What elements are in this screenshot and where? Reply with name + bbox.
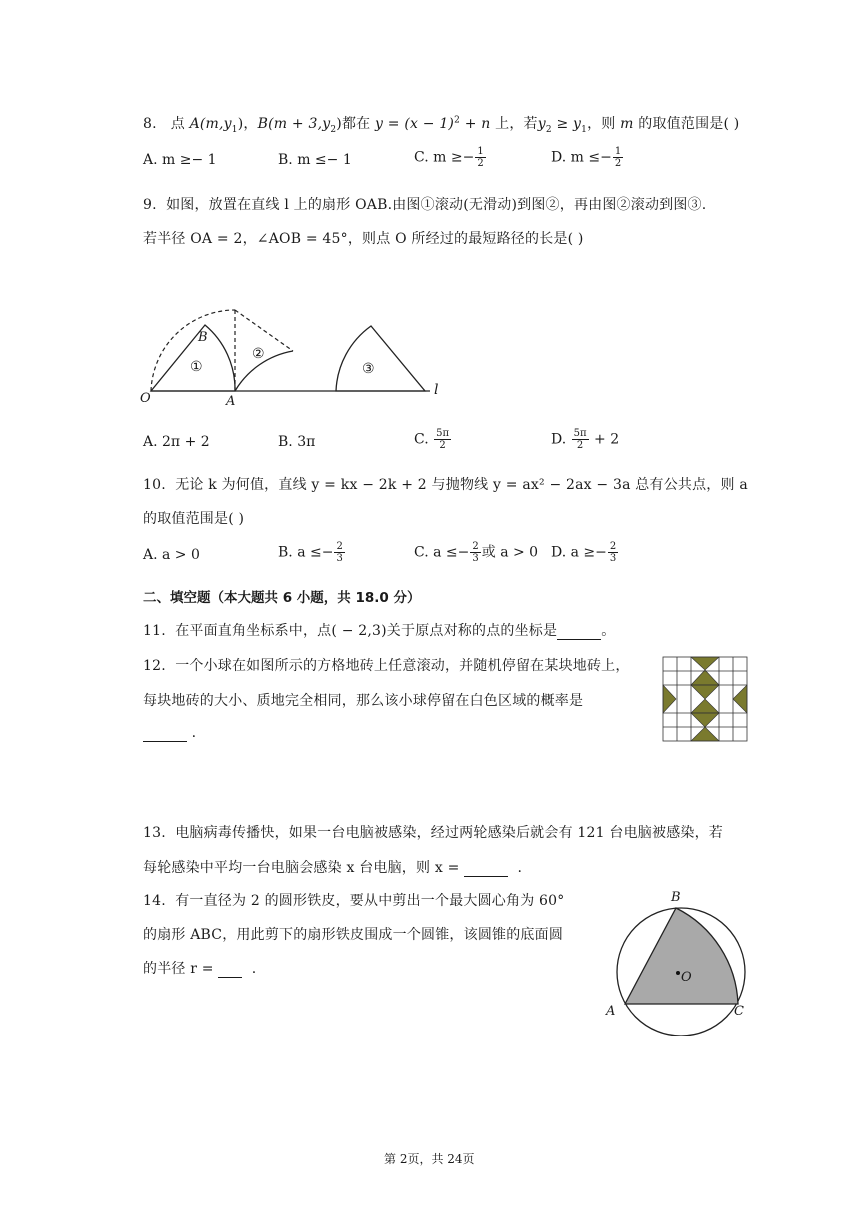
- q9-label-O: O: [140, 391, 151, 406]
- section-heading: 二、填空题（本大题共 6 小题，共 18.0 分）: [143, 590, 421, 606]
- q9-label-circle3: ③: [362, 361, 375, 377]
- q9-line2: 若半径 OA = 2，∠AOB = 45°，则点 O 所经过的最短路径的长是( ): [143, 231, 584, 247]
- q10-line1: 10. 无论 k 为何值，直线 y = kx − 2k + 2 与抛物线 y = ax² − 2ax − 3a 总有公共点，则 a: [143, 477, 748, 493]
- q14-label-A: A: [606, 1004, 616, 1019]
- q12-line1: 12. 一个小球在如图所示的方格地砖上任意滚动，并随机停留在某块地砖上，: [143, 658, 630, 674]
- fraction: $\frac{1}{2}$: [614, 146, 622, 169]
- q9-option-a[interactable]: A. 2π + 2: [143, 434, 210, 450]
- fraction: $\frac{2}{3}$: [609, 541, 617, 564]
- fraction: $\frac{1}{2}$: [477, 146, 484, 169]
- q9-rolling-sector-figure: [138, 308, 458, 408]
- answer-blank[interactable]: [557, 623, 601, 640]
- q9-label-circle2: ②: [252, 346, 265, 362]
- q9-label-l: l: [434, 382, 439, 398]
- q13-line2: 每轮感染中平均一台电脑会感染 x 台电脑，则 x = .: [143, 860, 523, 876]
- q8-option-d[interactable]: D. m ≤− $\frac{1}{2}$: [551, 146, 622, 169]
- q11-line: 11. 在平面直角坐标系中，点( − 2,3)关于原点对称的点的坐标是 。: [143, 623, 616, 639]
- q12-line2: 每块地砖的大小、质地完全相同，那么该小球停留在白色区域的概率是: [143, 693, 584, 709]
- q12-tile-grid-figure: [662, 656, 748, 742]
- answer-blank[interactable]: [143, 725, 187, 742]
- q9-label-B: B: [198, 330, 208, 345]
- page-footer: 第 2页，共 24页: [384, 1152, 475, 1166]
- q8-line: 8. 点 $A(m,y_1)$，$B(m + 3,y_2)$都在 $y = (x - 1)^2 + n$ 上，若$y_2 \ge y_1$，则 m 的取值范围是( ): [143, 115, 740, 135]
- q14-line3: 的半径 r = .: [143, 961, 257, 977]
- q10-line2: 的取值范围是( ): [143, 511, 245, 527]
- q12-line3: .: [143, 725, 196, 742]
- q8-option-b[interactable]: B. m ≤− 1: [278, 152, 352, 168]
- q14-line2: 的扇形 ABC，用此剪下的扇形铁皮围成一个圆锥，该圆锥的底面圆: [143, 927, 564, 943]
- q14-label-O: O: [681, 970, 692, 985]
- q8-option-c[interactable]: C. m ≥− $\frac{1}{2}$: [414, 146, 484, 169]
- fraction: $\frac{5\pi}{2}$: [436, 428, 450, 451]
- answer-blank[interactable]: [464, 860, 508, 877]
- q14-label-C: C: [734, 1004, 744, 1019]
- q13-line1: 13. 电脑病毒传播快，如果一台电脑被感染，经过两轮感染后就会有 121 台电脑被感染，若: [143, 825, 724, 841]
- q14-line1: 14. 有一直径为 2 的圆形铁皮，要从中剪出一个最大圆心角为 60°: [143, 893, 565, 909]
- fraction: $\frac{2}{3}$: [336, 541, 343, 564]
- q10-option-c[interactable]: C. a ≤− $\frac{2}{3}$ 或 a > 0: [414, 541, 539, 564]
- q9-label-circle1: ①: [190, 359, 203, 375]
- q14-circle-sector-figure: [605, 896, 755, 1036]
- q9-option-c[interactable]: C. $\frac{5\pi}{2}$: [414, 428, 450, 451]
- q14-label-B: B: [671, 890, 681, 905]
- q8-number: 8.: [143, 116, 157, 132]
- q10-option-d[interactable]: D. a ≥− $\frac{2}{3}$: [551, 541, 617, 564]
- q9-label-A: A: [226, 394, 236, 409]
- q9-line1: 9. 如图，放置在直线 l 上的扇形 OAB.由图①滚动(无滑动)到图②，再由图②滚动到图③.: [143, 197, 707, 213]
- q9-option-b[interactable]: B. 3π: [278, 434, 316, 450]
- answer-blank[interactable]: [218, 961, 242, 978]
- q8-option-a[interactable]: A. m ≥− 1: [143, 152, 217, 168]
- fraction: $\frac{2}{3}$: [472, 541, 479, 564]
- q10-option-a[interactable]: A. a > 0: [143, 547, 200, 563]
- q9-option-d[interactable]: D. $\frac{5\pi}{2}$ + 2: [551, 428, 620, 451]
- fraction: $\frac{5\pi}{2}$: [573, 428, 587, 451]
- q10-option-b[interactable]: B. a ≤− $\frac{2}{3}$: [278, 541, 343, 564]
